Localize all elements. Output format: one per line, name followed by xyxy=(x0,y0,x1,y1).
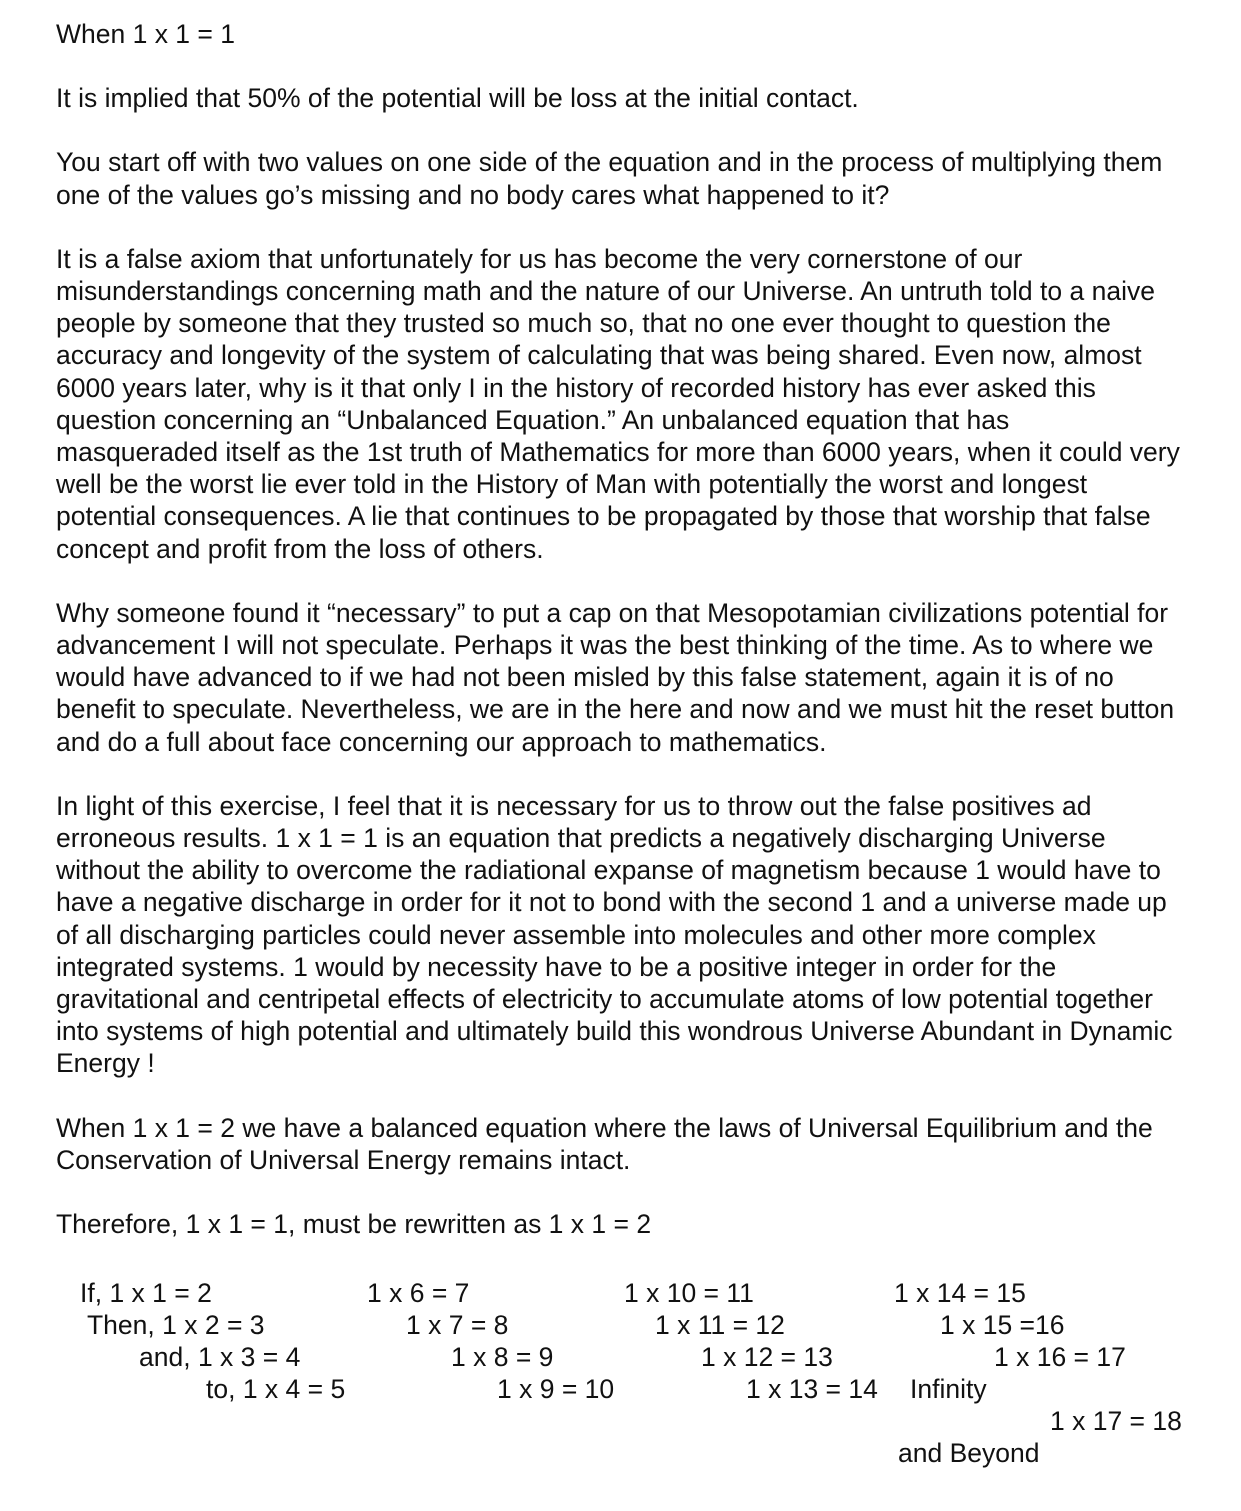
equation: 1 x 7 = 8 xyxy=(406,1310,509,1340)
document-body xyxy=(56,18,1226,1272)
equation: 1 x 6 = 7 xyxy=(367,1278,470,1308)
equation: 1 x 9 = 10 xyxy=(497,1374,615,1404)
text-line: Why someone found it “necessary” to put a cap on that Mesopotamian civilizations potential for xyxy=(56,597,1169,628)
equation: 1 x 16 = 17 xyxy=(994,1342,1126,1372)
text-line: into systems of high potential and ultimately build this wondrous Universe Abundant in Dynamic xyxy=(56,1016,1173,1047)
text-line: Conservation of Universal Energy remains intact. xyxy=(56,1144,631,1175)
and-beyond-label: and Beyond xyxy=(898,1438,1040,1468)
text-line: When 1 x 1 = 2 we have a balanced equation where the laws of Universal Equilibrium and the xyxy=(56,1112,1153,1143)
paragraph-implied-loss xyxy=(56,82,1226,114)
text-line: You start off with two values on one side of the equation and in the process of multiplying them xyxy=(56,147,1163,178)
paragraph-false-axiom xyxy=(56,243,1226,565)
text-line: gravitational and centripetal effects of electricity to accumulate atoms of low potential together xyxy=(56,984,1153,1015)
text-line: misunderstandings concerning math and the nature of our Universe. An untruth told to a naive xyxy=(56,276,1155,307)
paragraph-balanced-equation xyxy=(56,1112,1226,1176)
text-line: would have advanced to if we had not been misled by this false statement, again it is of no xyxy=(56,662,1114,693)
text-line: It is implied that 50% of the potential will be loss at the initial contact. xyxy=(56,83,859,114)
text-line: question concerning an “Unbalanced Equation.” An unbalanced equation that has xyxy=(56,404,1010,435)
text-line: potential consequences. A lie that continues to be propagated by those that worship that false xyxy=(56,501,1151,532)
equation: and, 1 x 3 = 4 xyxy=(139,1342,301,1372)
infinity-label: Infinity xyxy=(910,1374,987,1404)
equation: If, 1 x 1 = 2 xyxy=(80,1278,212,1308)
equation: 1 x 15 =16 xyxy=(940,1310,1065,1340)
text-line: of all discharging particles could never assemble into molecules and other more complex xyxy=(56,919,1096,950)
equation: 1 x 14 = 15 xyxy=(894,1278,1026,1308)
equation: Then, 1 x 2 = 3 xyxy=(87,1310,265,1340)
text-line: have a negative discharge in order for it not to bond with the second 1 and a universe made up xyxy=(56,887,1167,918)
text-line: Energy ! xyxy=(56,1048,155,1079)
paragraph-two-values xyxy=(56,146,1226,210)
text-line: erroneous results. 1 x 1 = 1 is an equation that predicts a negatively discharging Universe xyxy=(56,823,1106,854)
paragraph-light-of-exercise xyxy=(56,790,1226,1080)
paragraph-heading xyxy=(56,18,1226,50)
equation: 1 x 8 = 9 xyxy=(451,1342,554,1372)
text-line: 6000 years later, why is it that only I in the history of recorded history has ever asked this xyxy=(56,372,1096,403)
text-line: In light of this exercise, I feel that it is necessary for us to throw out the false positives ad xyxy=(56,790,1092,821)
text-line: without the ability to overcome the radiational expanse of magnetism because 1 would have to xyxy=(56,855,1161,886)
equation: 1 x 12 = 13 xyxy=(701,1342,833,1372)
text-line: well be the worst lie ever told in the History of Man with potentially the worst and longest xyxy=(56,469,1088,500)
text-line: people by someone that they trusted so much so, that no one ever thought to question the xyxy=(56,308,1111,339)
text-line: advancement I will not speculate. Perhaps it was the best thinking of the time. As to where we xyxy=(56,630,1154,661)
text-line: Therefore, 1 x 1 = 1, must be rewritten as 1 x 1 = 2 xyxy=(56,1209,652,1240)
text-line: integrated systems. 1 would by necessity have to be a positive integer in order for the xyxy=(56,951,1057,982)
paragraph-necessary xyxy=(56,597,1226,758)
text-line: one of the values go’s missing and no body cares what happened to it? xyxy=(56,179,890,210)
equation: 1 x 17 = 18 xyxy=(1050,1406,1182,1436)
text-line: When 1 x 1 = 1 xyxy=(56,19,235,49)
text-line: concept and profit from the loss of others. xyxy=(56,533,544,564)
text-line: accuracy and longevity of the system of calculating that was being shared. Even now, almost xyxy=(56,340,1142,371)
text-line: masqueraded itself as the 1st truth of Mathematics for more than 6000 years, when it could very xyxy=(56,437,1180,468)
equation: to, 1 x 4 = 5 xyxy=(206,1374,346,1404)
equation: 1 x 11 = 12 xyxy=(655,1310,785,1340)
equation: 1 x 10 = 11 xyxy=(624,1278,754,1308)
equation: 1 x 13 = 14 xyxy=(746,1374,878,1404)
paragraph-therefore xyxy=(56,1208,1226,1240)
text-line: benefit to speculate. Nevertheless, we are in the here and now and we must hit the reset button xyxy=(56,694,1175,725)
text-line: and do a full about face concerning our approach to mathematics. xyxy=(56,726,827,757)
text-line: It is a false axiom that unfortunately for us has become the very cornerstone of our xyxy=(56,243,1023,274)
